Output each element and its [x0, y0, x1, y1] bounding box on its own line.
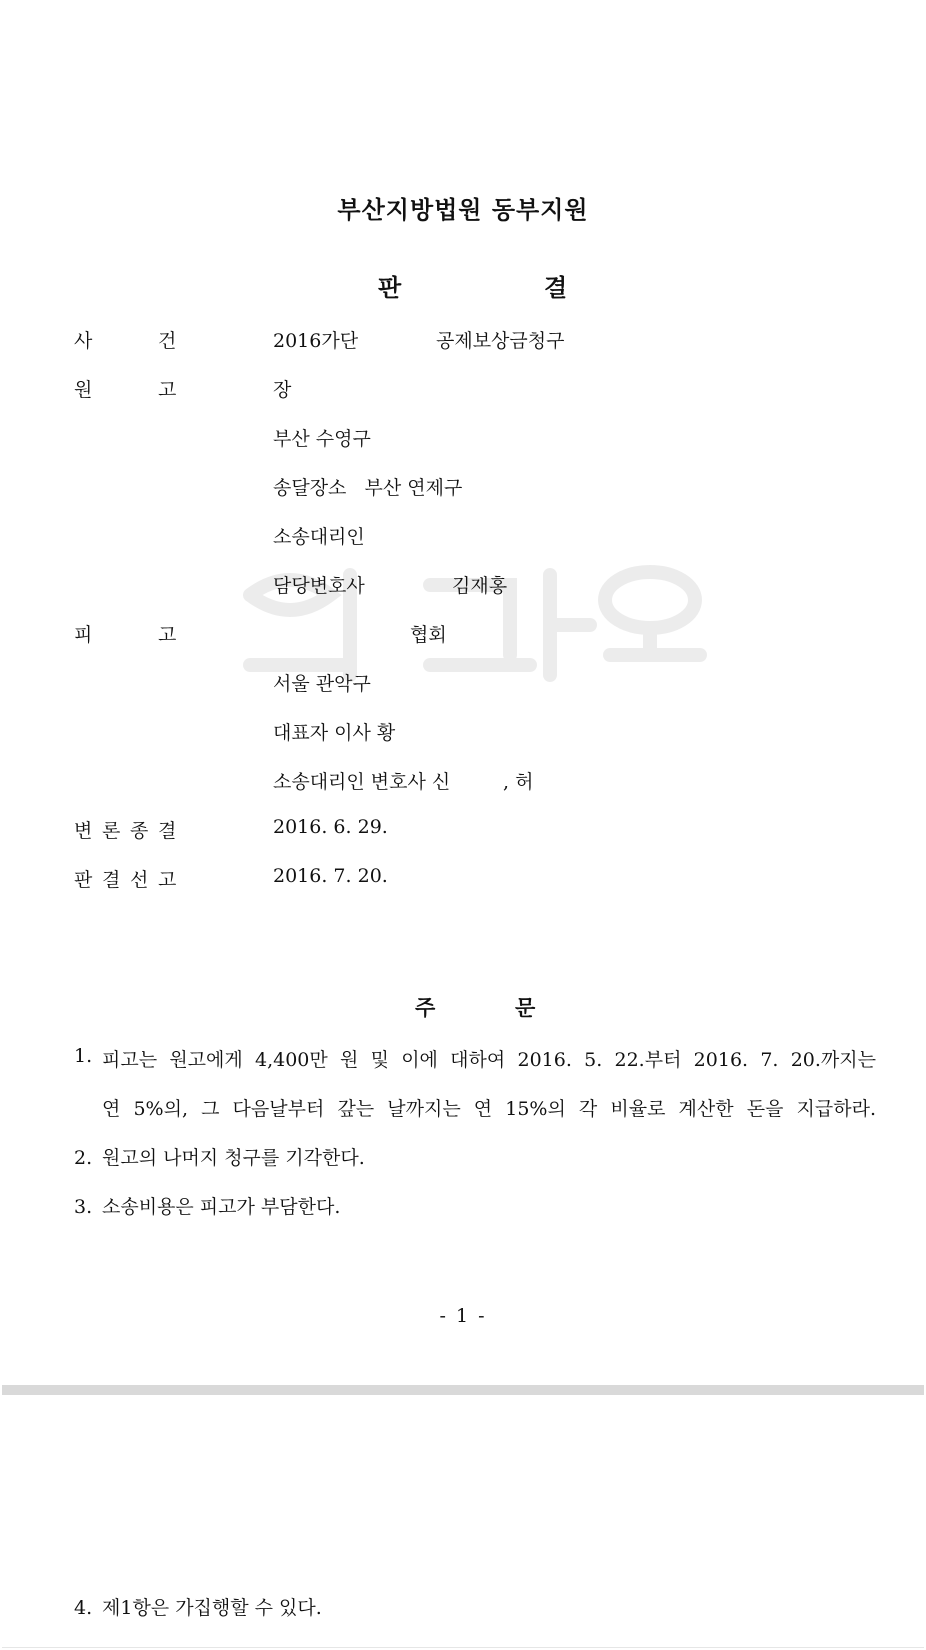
plaintiff-attorney-name: 김재홍 — [452, 575, 508, 597]
case-claim-type: 공제보상금청구 — [436, 330, 565, 352]
order-item-1-line-2: 연 5%의, 그 다음날부터 갚는 날까지는 연 15%의 각 비율로 계산한 돈을 지급하라. — [102, 1098, 876, 1120]
plaintiff-service-address: 송달장소 부산 연제구 — [273, 477, 463, 499]
defendant-counsel-second: , 허 — [503, 771, 534, 793]
defendant-counsel: 소송대리인 변호사 신 — [273, 771, 451, 793]
document-page-1: 부산지방법원 동부지원 판 결 사 건 2016가단 공제보상금청구 원 고 장 부산 수영구 송달장소 부산 연제구 소송대리인 담당변호사 김재홍 피 고 협회 서울 관악구 대표자 이사 황 소송대리인 변호사 신 , 허 변 론 종 결 2016. 6. 29. 판 결 선 고 2016. 7. 20. 주 문 1. 피고는 원고에게 4,400만 원 및 이에 대하여 2016. 5. 22.부터 2016. 7. 20.까지는 연 5%의, 그 다음날부터 갚는 날까지는 연 15%의 각 비율로 계산한 돈을 지급하라. 2. 원고의 나머지 청구를 기각한다. 3. 소송비용은 피고가 부담한다. - 1 - — [0, 0, 926, 1380]
defendant-name: 협회 — [410, 624, 447, 646]
page-number: - 1 - — [439, 1305, 487, 1327]
document-title-second-char: 결 — [544, 274, 568, 302]
case-number: 2016가단 — [273, 330, 359, 352]
plaintiff-address: 부산 수영구 — [273, 428, 371, 450]
order-item-3: 3. 소송비용은 피고가 부담한다. — [74, 1196, 341, 1218]
court-name: 부산지방법원 동부지원 — [337, 196, 589, 224]
order-item-4: 4. 제1항은 가집행할 수 있다. — [74, 1597, 322, 1619]
page-separator — [2, 1385, 924, 1395]
defendant-address: 서울 관악구 — [273, 673, 371, 695]
plaintiff-counsel: 소송대리인 — [273, 526, 365, 548]
order-item-2: 2. 원고의 나머지 청구를 기각한다. — [74, 1147, 365, 1169]
order-title-first-char: 주 — [415, 996, 436, 1020]
defendant-representative: 대표자 이사 황 — [273, 722, 396, 744]
document-title-first-char: 판 — [378, 274, 402, 302]
plaintiff-attorney-label: 담당변호사 — [273, 575, 365, 597]
page-bottom-edge — [2, 1647, 924, 1648]
order-item-1-line-1: 피고는 원고에게 4,400만 원 및 이에 대하여 2016. 5. 22.부터 2016. 7. 20.까지는 — [102, 1049, 876, 1071]
order-title-second-char: 문 — [515, 996, 536, 1020]
document-page-2 — [0, 1395, 926, 1650]
order-item-1-number: 1. — [74, 1045, 93, 1067]
plaintiff-name: 장 — [273, 379, 292, 401]
closing-date: 2016. 6. 29. — [273, 816, 388, 838]
judgment-date: 2016. 7. 20. — [273, 865, 388, 887]
